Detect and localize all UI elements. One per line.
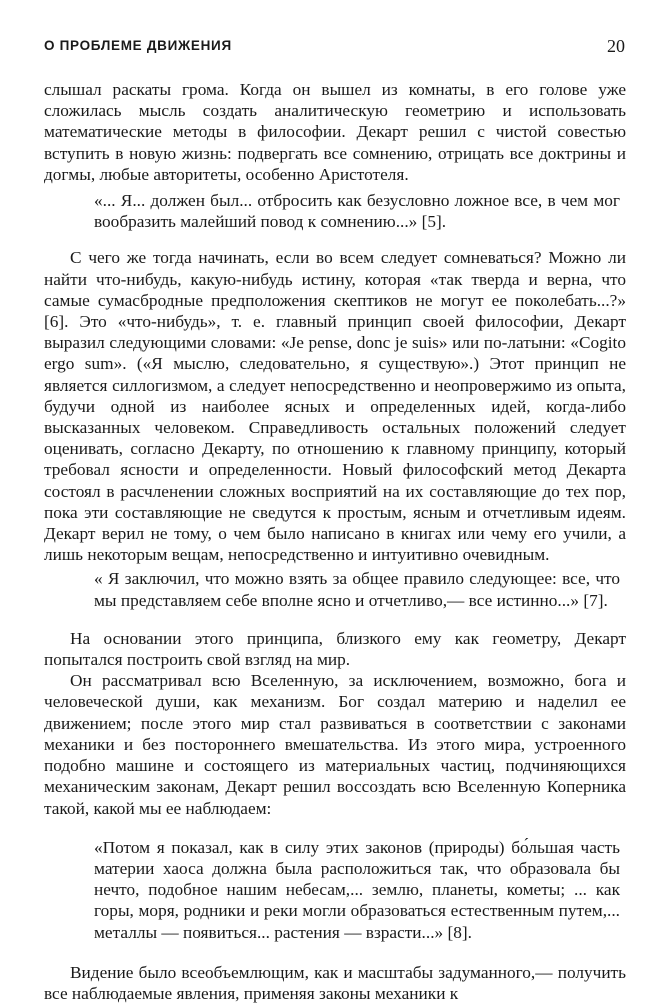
paragraph: Видение было всеобъемлющим, как и масштабы задуманного,— получить все наблюдаемые явления, применяя законы механики к (44, 962, 626, 1003)
paragraph: На основании этого принципа, близкого ему как геометру, Декарт попытался построить свой взгляд на мир. (44, 628, 626, 670)
paragraph-continuation: слышал раскаты грома. Когда он вышел из комнаты, в его голове уже сложилась мысль создать аналитическую геометрию и использовать математические методы в философии. Декарт решил с чистой совестью вступить в новую жизнь: подвергать все сомнению, отрицать все доктрины и догмы, любые авторитеты, особенно Аристотеля. (44, 80, 626, 184)
paragraph: Он рассматривал всю Вселенную, за исключением, возможно, бога и человеческой души, как механизм. Бог создал материю и наделил ее движением; после этого мир стал развиваться в соответствии с законами механики и без постороннего вмешательства. Из этого мира, устроенного подобно машине и состоящего из материальных частиц, подчиняющихся механическим законам, Декарт решил воссоздать всю Вселенную Коперника такой, какой мы ее наблюдаем: (44, 671, 626, 818)
body-text (44, 79, 626, 1004)
running-title: О ПРОБЛЕМЕ ДВИЖЕНИЯ (44, 38, 232, 53)
quotation-block: «Потом я показал, как в силу этих законов (природы) бо́льшая часть материи хаоса должна была расположиться так, что образовала бы нечто, подобное нашим небесам,... землю, планеты, кометы; ... как горы, моря, родники и реки могли образоваться естественным путем,... металлы — появиться... растения — взрасти...» [8]. (94, 837, 620, 942)
quotation-block: « Я заключил, что можно взять за общее правило следующее: все, что мы представляем себе вполне ясно и отчетливо,— все истинно...» [7]. (94, 569, 620, 610)
page-number: 20 (607, 36, 625, 56)
paragraph: С чего же тогда начинать, если во всем следует сомневаться? Можно ли найти что-нибудь, какую-нибудь истину, которая «так тверда и верна, что самые сумасбродные предположения скептиков не могут ее поколебать...?» [6]. Это «что-нибудь», т. е. главный принцип своей философии, Декарт выразил следующими словами: «Je pense, donc je suis» или по-латыни: «Cogito ergo sum». («Я мыслю, следовательно, я существую».) Этот принцип не является силлогизмом, а следует непосредственно и неопровержимо из опыта, будучи одной из наиболее ясных и определенных идей, когда-либо высказанных человеком. Справедливость остальных положений следует оценивать, согласно Декарту, по отношению к главному принципу, который требовал ясности и определенности. Новый философский метод Декарта состоял в расчленении сложных восприятий на их составляющие до тех пор, пока эти составляющие не сведутся к простым, ясным и отчетливым идеям. Декарт верил не тому, о чем было написано в книгах или чему его учили, а лишь некоторым вещам, непосредственно и интуитивно очевидным. (44, 248, 626, 565)
quotation-block: «... Я... должен был... отбросить как безусловно ложное все, в чем мог вообразить малейший повод к сомнению...» [5]. (94, 191, 620, 232)
